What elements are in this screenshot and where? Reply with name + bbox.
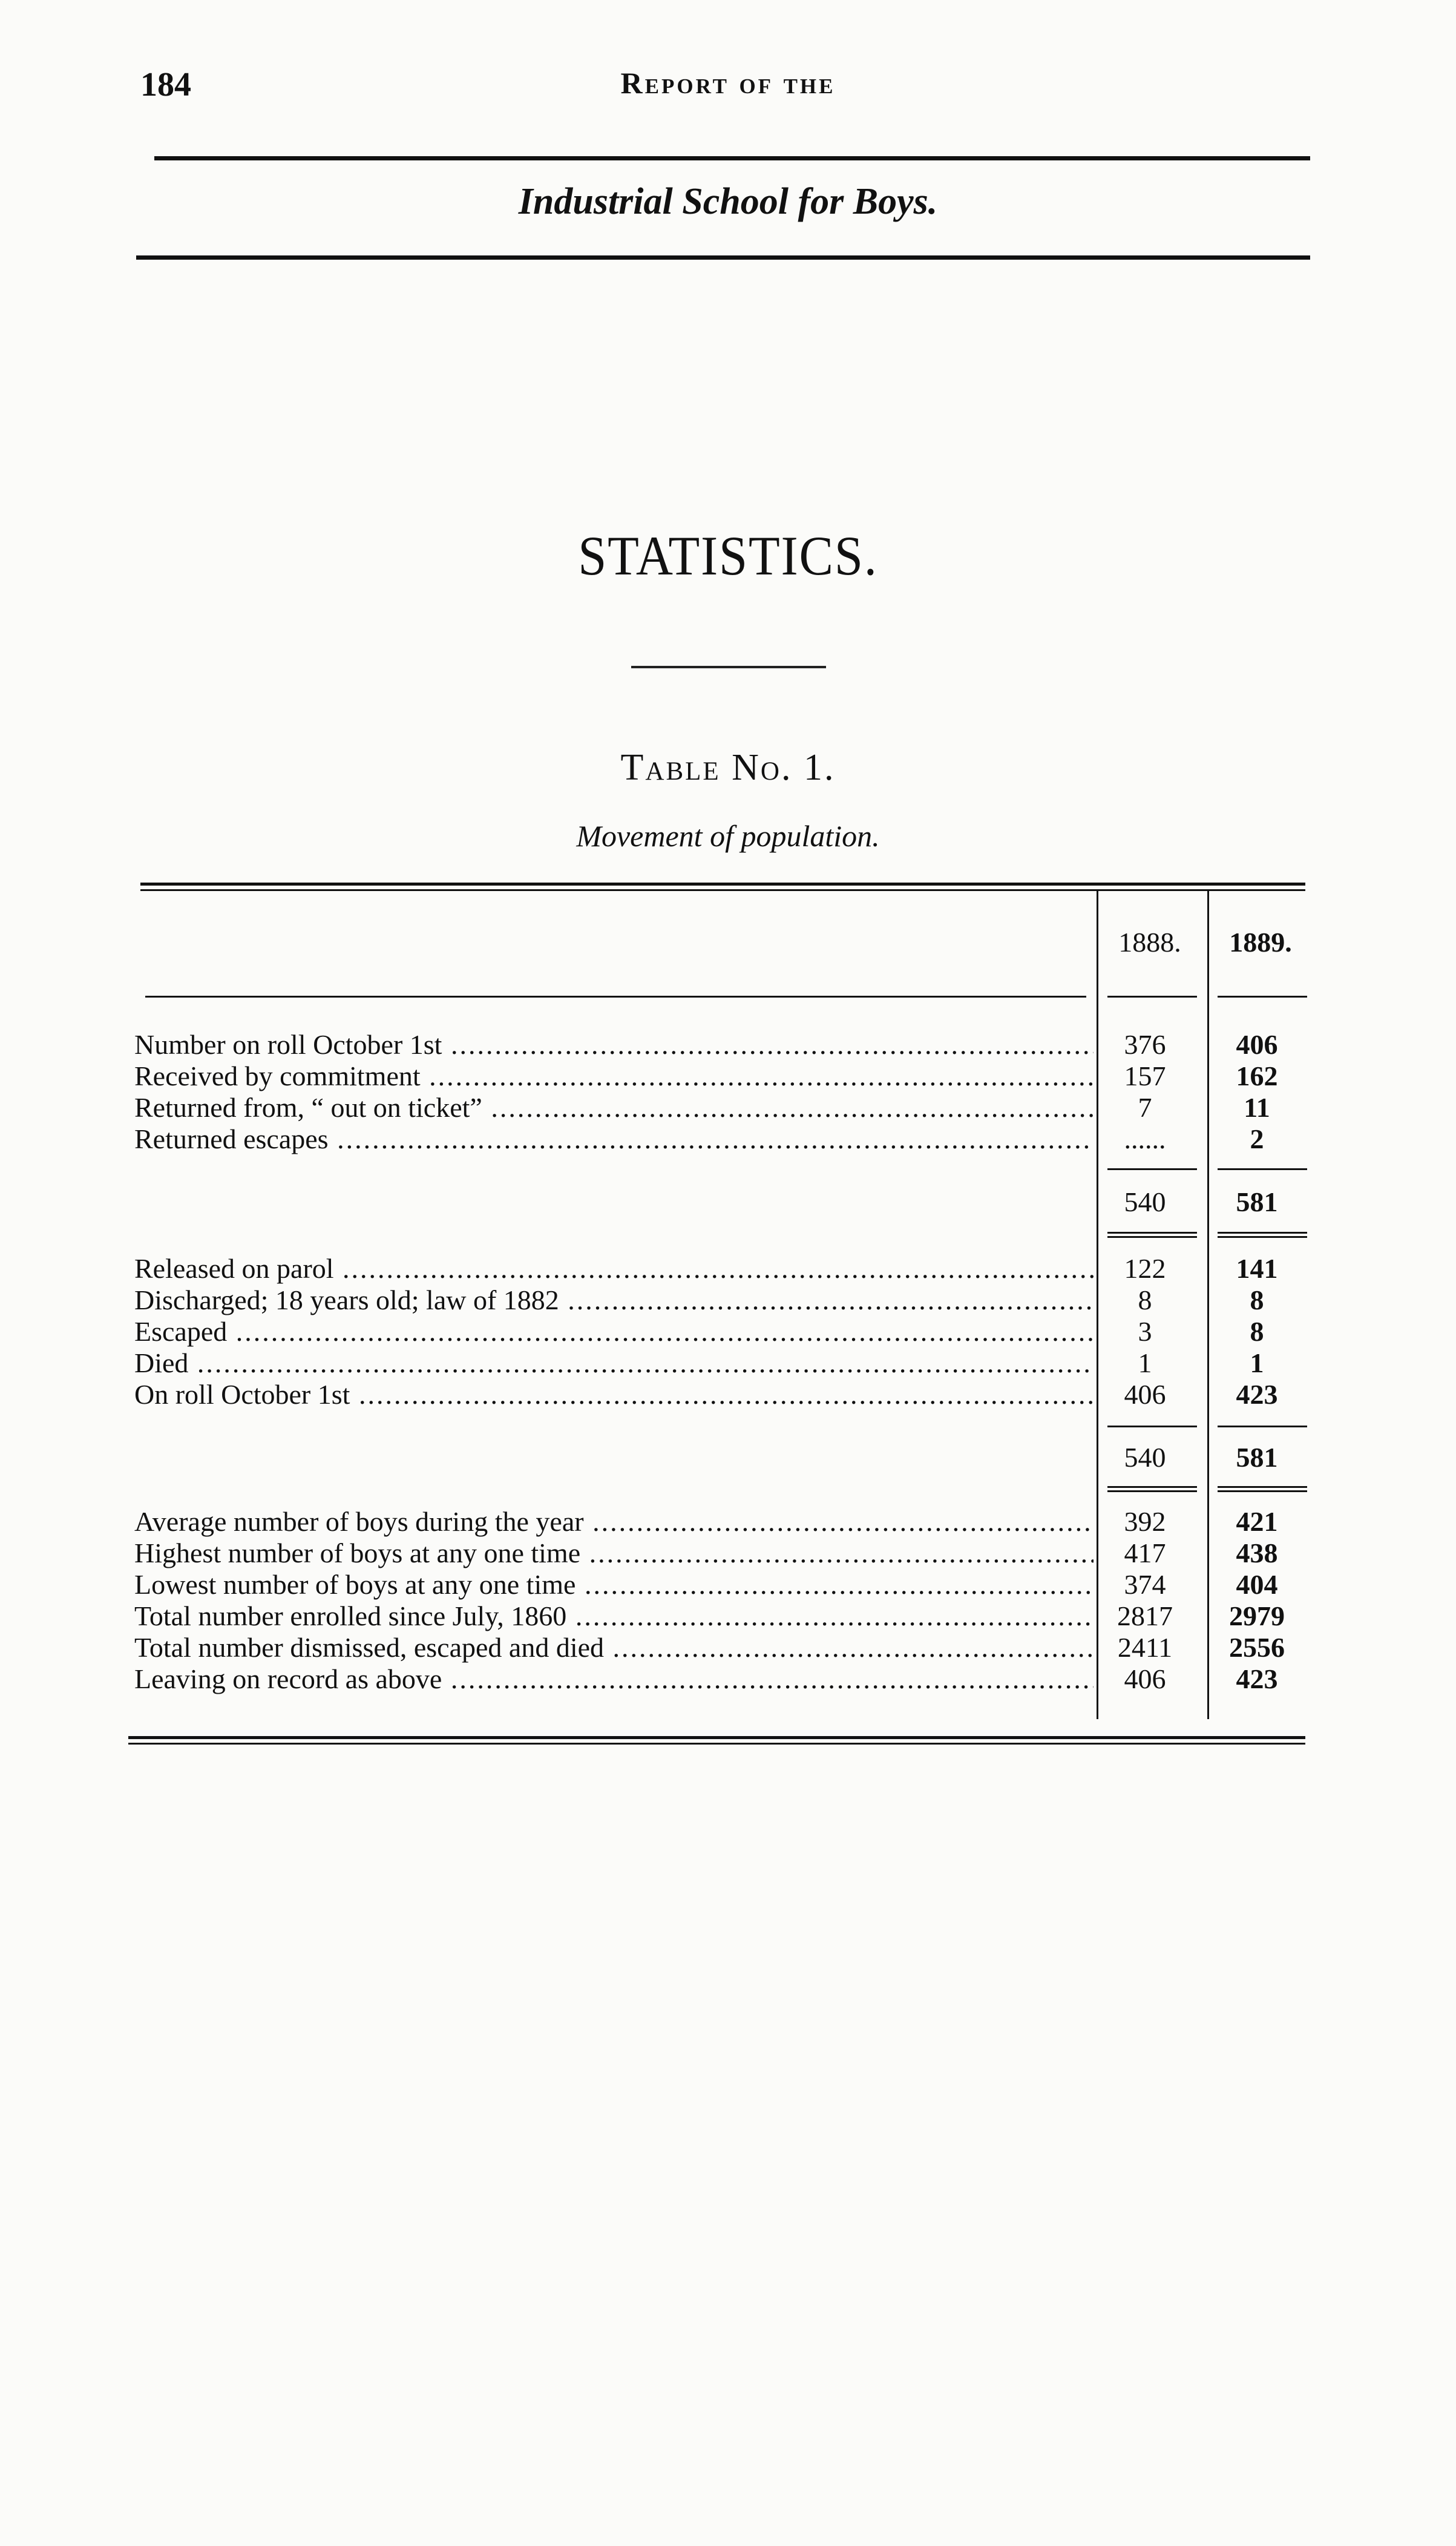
total-1888: 540 (1124, 1442, 1166, 1473)
value-1889: 1 (1250, 1347, 1264, 1378)
table-bottom-rule (128, 1736, 1305, 1745)
page-number: 184 (140, 66, 191, 104)
table-caption: Movement of population. (576, 819, 880, 853)
row-label: Died ..... (134, 1347, 1094, 1379)
subtotal-rule-1889 (1218, 1426, 1307, 1427)
column-header-1888: 1888. (1118, 927, 1181, 958)
value-1889: 404 (1236, 1569, 1278, 1600)
total-double-rule-1888 (1107, 1232, 1197, 1238)
table-row (134, 1569, 1094, 1600)
value-1888: 8 (1138, 1285, 1152, 1315)
header-rule-1889 (1218, 996, 1307, 998)
value-1888: 392 (1124, 1506, 1166, 1537)
value-1888: 417 (1124, 1538, 1166, 1568)
row-label: Total number dismissed, escaped and died ..... (134, 1632, 1094, 1663)
table-top-rule (140, 883, 1305, 891)
total-1888: 540 (1124, 1186, 1166, 1217)
row-label: On roll October 1st ..... (134, 1379, 1094, 1410)
table-row (134, 1061, 1094, 1092)
value-1889: 141 (1236, 1253, 1278, 1284)
row-label: Number on roll October 1st ..... (134, 1029, 1094, 1061)
value-1889: 406 (1236, 1029, 1278, 1060)
table-row (134, 1632, 1094, 1663)
table-row (134, 1538, 1094, 1569)
value-1888: 374 (1124, 1569, 1166, 1600)
row-label: Returned escapes ..... (134, 1123, 1094, 1155)
total-double-rule-1889 (1218, 1232, 1307, 1238)
value-1889: 2 (1250, 1123, 1264, 1154)
value-1889: 8 (1250, 1285, 1264, 1315)
table-row (134, 1663, 1094, 1695)
header-rule-label (145, 996, 1086, 998)
row-label: Discharged; 18 years old; law of 1882 ..... (134, 1285, 1094, 1316)
value-1889: 2556 (1229, 1632, 1285, 1663)
value-1888: 7 (1138, 1092, 1152, 1123)
row-label: Leaving on record as above ..... (134, 1663, 1094, 1695)
total-double-rule-1888 (1107, 1486, 1197, 1492)
value-1889: 423 (1236, 1379, 1278, 1410)
header-rule-top (154, 156, 1310, 160)
value-1888: 157 (1124, 1061, 1166, 1091)
table-row (134, 1316, 1094, 1347)
table-row (134, 1123, 1094, 1155)
row-label: Returned from, “ out on ticket” ..... (134, 1092, 1094, 1123)
value-1889: 2979 (1229, 1600, 1285, 1631)
value-1888: 2817 (1117, 1600, 1173, 1631)
row-label: Lowest number of boys at any one time ..... (134, 1569, 1094, 1600)
value-1888: 406 (1124, 1379, 1166, 1410)
row-label: Released on parol ..... (134, 1253, 1094, 1285)
page-subhead: Industrial School for Boys. (518, 181, 938, 222)
value-1888: 122 (1124, 1253, 1166, 1284)
table-row (134, 1379, 1094, 1410)
table-row (134, 1347, 1094, 1379)
running-head: Report of the (620, 66, 836, 100)
value-1889: 8 (1250, 1316, 1264, 1347)
table-row (134, 1253, 1094, 1285)
value-1888: 406 (1124, 1663, 1166, 1694)
subtotal-rule-1888 (1107, 1168, 1197, 1170)
table-row (134, 1029, 1094, 1061)
row-label: Total number enrolled since July, 1860 ..... (134, 1600, 1094, 1632)
column-header-1889: 1889. (1229, 927, 1292, 958)
value-1889: 162 (1236, 1061, 1278, 1091)
table-row (134, 1506, 1094, 1538)
section-title: STATISTICS. (578, 525, 878, 587)
value-1888: ...... (1124, 1123, 1166, 1154)
value-1888: 1 (1138, 1347, 1152, 1378)
header-rule-1888 (1107, 996, 1197, 998)
value-1889: 421 (1236, 1506, 1278, 1537)
value-1889: 11 (1244, 1092, 1270, 1123)
header-rule-bottom (136, 255, 1310, 260)
value-1888: 2411 (1117, 1632, 1173, 1663)
total-1889: 581 (1236, 1186, 1278, 1217)
row-label: Average number of boys during the year ..... (134, 1506, 1094, 1538)
row-label: Received by commitment ..... (134, 1061, 1094, 1092)
row-label: Escaped ..... (134, 1316, 1094, 1347)
title-divider (631, 666, 826, 668)
value-1889: 438 (1236, 1538, 1278, 1568)
table-row (134, 1600, 1094, 1632)
value-1888: 376 (1124, 1029, 1166, 1060)
table-row (134, 1092, 1094, 1123)
table-number: Table No. 1. (620, 747, 836, 788)
total-1889: 581 (1236, 1442, 1278, 1473)
subtotal-rule-1889 (1218, 1168, 1307, 1170)
total-double-rule-1889 (1218, 1486, 1307, 1492)
value-1888: 3 (1138, 1316, 1152, 1347)
subtotal-rule-1888 (1107, 1426, 1197, 1427)
table-row (134, 1285, 1094, 1316)
row-label: Highest number of boys at any one time ..... (134, 1538, 1094, 1569)
value-1889: 423 (1236, 1663, 1278, 1694)
